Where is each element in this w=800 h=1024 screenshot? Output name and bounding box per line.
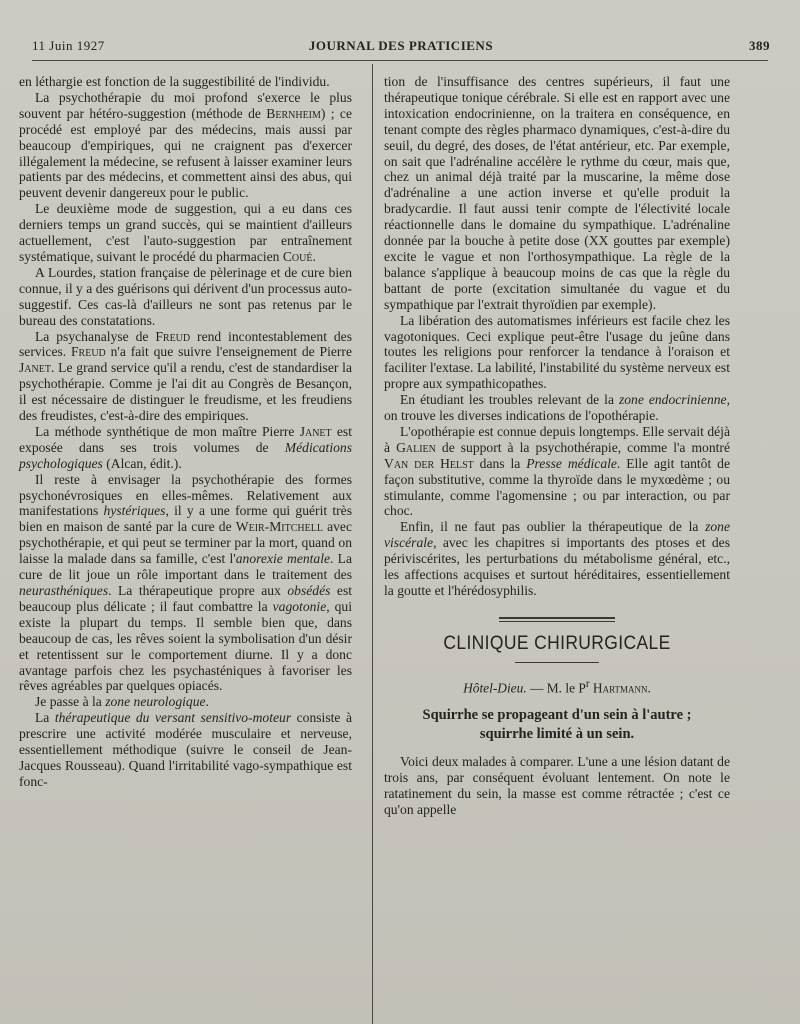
paragraph: La libération des automatismes inférieurs est facile chez les vagotoniques. Ceci explique peut-être l'usage du jeûne dans toutes les religions pour renforcer la tendance à l'oraison et faciliter l'extase. La labilité, l'instabilité du système nerveux est propre aux sympathicopathes. bbox=[384, 312, 730, 392]
paragraph: La psychothérapie du moi profond s'exerce le plus souvent par hétéro-suggestion (méthode de Bernheim) ; ce procédé est employé par des médecins, mais aussi par beaucoup d'empiriques, qui ne craignent pas d'exercer illégalement la médecine, se refusent à laisser examiner leurs patients par des médecins, et commettent ainsi des abus, qui peuvent devenir dangereux pour le public. bbox=[19, 89, 353, 201]
right-column bbox=[384, 74, 730, 818]
header-rule bbox=[32, 60, 768, 61]
section-title: CLINIQUE CHIRURGICALE bbox=[443, 632, 671, 654]
paragraph: Il reste à envisager la psychothérapie des formes psychonévrosiques en elles-mêmes. Relativement aux manifestations hystériques, il y a une forme qui guérit très bien en maison de santé par la cure de Weir-Mitchell avec psychothérapie, et qui peut se terminer par la mort, quand on laisse la malade dans sa famille, c'est l'anorexie mentale. La cure de lit joue un rôle important dans le traitement des neurasthéniques. La thérapeutique propre aux obsédés est beaucoup plus délicate ; il faut combattre la vagotonie, qui existe la plupart du temps. Il semble bien que, dans beaucoup de cas, les rêves soient la symbolisation d'un désir et retentissent sur le comportement diurne. Il y a donc avantage parfois chez les psychasténiques à favoriser les rêves agréables par quelques opiacés. bbox=[19, 471, 353, 694]
page-number: 389 bbox=[749, 38, 770, 53]
paragraph: L'opothérapie est connue depuis longtemps. Elle servait déjà à Galien de support à la psychothérapie, comme l'a montré Van der Helst dans la Presse médicale. Elle agit tantôt de façon substitutive, comme la thyroïde dans le myxœdème ; ou stimulante, comme l'agomensine ; ou par interaction, ou par choc. bbox=[384, 423, 730, 519]
paragraph: En étudiant les troubles relevant de la zone endocrinienne, on trouve les diverses indications de l'opothérapie. bbox=[384, 392, 730, 424]
issue-date: 11 Juin 1927 bbox=[32, 38, 105, 53]
journal-title: JOURNAL DES PRATICIENS bbox=[308, 38, 494, 53]
paragraph: Voici deux malades à comparer. L'une a une lésion datant de trois ans, par conséquent évoluant lentement. On note le ratatinement du sein, la masse est comme rétractée ; c'est ce qu'on appelle bbox=[384, 754, 730, 817]
paragraph: Le deuxième mode de suggestion, qui a eu dans ces derniers temps un grand succès, qui se maintient d'ailleurs actuellement, c'est l'auto-suggestion par entraînement systématique, suivant le procédé du pharmacien Coué. bbox=[19, 201, 352, 264]
column-divider bbox=[372, 64, 373, 1024]
paragraph: La méthode synthétique de mon maître Pierre Janet est exposée dans ses trois volumes de Médications psychologiques (Alcan, édit.). bbox=[19, 423, 352, 471]
article-title: Squirrhe se propageant d'un sein à l'autre ; squirrhe limité à un sein. bbox=[422, 707, 692, 743]
paragraph: tion de l'insuffisance des centres supérieurs, il faut une thérapeutique tonique cérébrale. Si elle est en rapport avec une intoxication endocrinienne, on la traitera en conséquence, en tenant compte des règles pharmaco dynamiques, c'est-à-dire du seuil, du degré, des doses, de l'état antérieur, etc. Par exemple, on sait que l'adrénaline accélère le rythme du cœur, mais que, chez un animal déjà traité par la muscarine, la même dose d'adrénaline a une action inverse et qu'elle produit la bradycardie. Il faut aussi tenir compte de l'électivité locale réactionnelle dans le domaine du sympathique. L'adrénaline donnée par la bouche à petite dose (XX gouttes par exemple) excite le vague et non l'orthosympathique. La règle de la balance s'applique à beaucoup moins de cas que la règle du battant de porte (excitation simultanée du vague et du sympathique par l'extrait thyroïdien par exemple). bbox=[384, 74, 730, 312]
paragraph: en léthargie est fonction de la suggestibilité de l'individu. bbox=[19, 74, 330, 89]
paragraph: Je passe à la zone neurologique. bbox=[35, 694, 209, 710]
left-column bbox=[19, 74, 352, 790]
section-separator bbox=[499, 617, 615, 622]
byline: Hôtel-Dieu. — M. le $P^r$ Hartmann. bbox=[463, 677, 651, 696]
paragraph: La psychanalyse de Freud rend incontestablement des services. Freud n'a fait que suivre l'enseignement de Pierre Janet. Le grand service qu'il a rendu, c'est de standardiser la psychothérapie. Comme je l'ai dit au Congrès de Besançon, il est nécessaire de distinguer le freudisme, et les freudiens des freudistes, c'est-à-dire des empiriques. bbox=[19, 328, 353, 424]
running-head bbox=[32, 38, 770, 58]
section-rule bbox=[515, 662, 599, 663]
paragraph: A Lourdes, station française de pèlerinage et de cure bien connue, il y a des guérisons qui dérivent d'un processus auto-suggestif. Ces cas-là d'ailleurs ne sont pas retenus par le bureau des constatations. bbox=[19, 264, 352, 328]
paragraph: Enfin, il ne faut pas oublier la thérapeutique de la zone viscérale, avec les chapitres si importants des ptoses et des périviscérites, les perturbations du métabolisme général, etc., les affections acquises et surtout héréditaires, essentiellement la goutte et l'hérédosyphilis. bbox=[384, 519, 730, 598]
paragraph: La thérapeutique du versant sensitivo-moteur consiste à prescrire une activité modérée musculaire et nerveuse, essentiellement méthodique (suivre le conseil de Jean-Jacques Rousseau). Quand l'irritabilité vago-sympathique est fonc- bbox=[19, 710, 352, 789]
